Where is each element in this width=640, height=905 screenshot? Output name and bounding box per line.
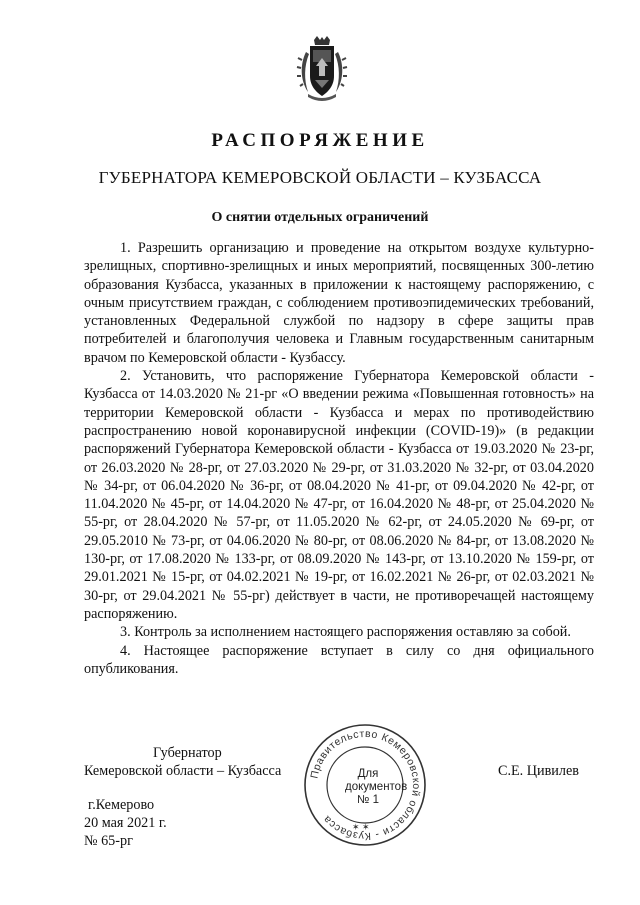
signatory-name: С.Е. Цивилев — [498, 763, 579, 779]
stamp-center-line2: документов — [345, 781, 408, 793]
issue-date: 20 мая 2021 г. — [84, 815, 167, 831]
svg-text:✶ ✶: ✶ ✶ — [352, 822, 370, 832]
kuzbass-coat-of-arms-icon — [296, 36, 348, 102]
document-number: № 65-рг — [84, 833, 133, 849]
stamp-center-line3: № 1 — [357, 794, 379, 806]
stamp-center-line1: Для — [357, 768, 379, 780]
stamp-ring-text: Правительство Кемеровской области - Кузбасса — [308, 727, 423, 843]
document-title: РАСПОРЯЖЕНИЕ — [211, 130, 429, 151]
stamp-center-text — [345, 768, 408, 807]
paragraph-2: 2. Установить, что распоряжение Губернатора Кемеровской области - Кузбасса от 14.03.2020 № 21-рг «О введении режима «Повышенная готовность» на территории Кемеровской области - Кузбасса и мерах по противодействию распространению новой коронавирусной инфекции (COVID-19)» (в редакции распоряжений Губернатора Кемеровской области - Кузбасса от 19.03.2020 № 23-рг, от 26.03.2020 № 28-рг, от 27.03.2020 № 29-рг, от 31.03.2020 № 32-рг, от 03.04.2020 № 34-рг, от 06.04.2020 № 36-рг, от 08.04.2020 № 41-рг, от 09.04.2020 № 42-рг, от 11.04.2020 № 45-рг, от 14.04.2020 № 47-рг, от 16.04.2020 № 48-рг, от 25.04.2020 № 55-рг, от 28.04.2020 № 57-рг, от 11.05.2020 № 62-рг, от 24.05.2020 № 69-рг, от 29.05.2010 № 73-рг, от 04.06.2020 № 80-рг, от 08.06.2020 № 84-рг, от 13.08.2020 № 130-рг, от 17.08.2020 № 133-рг, от 08.09.2020 № 143-рг, от 13.10.2020 № 159-рг, от 29.01.2021 № 15-рг, от 04.02.2021 № 19-рг, от 16.02.2021 № 26-рг, от 02.03.2021 № 30-рг, от 29.04.2021 № 55-рг) действует в части, не противоречащей настоящему распоряжению. — [84, 368, 594, 622]
issue-place: г.Кемерово — [88, 797, 155, 813]
signatory-position-line2: Кемеровской области – Кузбасса — [84, 763, 282, 779]
document-subject: О снятии отдельных ограничений — [211, 210, 429, 225]
issuer-line: ГУБЕРНАТОРА КЕМЕРОВСКОЙ ОБЛАСТИ – КУЗБАССА — [98, 168, 542, 187]
paragraph-4: 4. Настоящее распоряжение вступает в силу со дня официального опубликования. — [84, 642, 594, 677]
document-body — [84, 239, 594, 678]
paragraph-3: 3. Контроль за исполнением настоящего распоряжения оставляю за собой. — [120, 624, 571, 641]
signatory-position-line1: Губернатор — [153, 745, 222, 761]
paragraph-1: 1. Разрешить организацию и проведение на открытом воздухе культурно-зрелищных, спортивно-зрелищных и иных мероприятий, посвященных 300-летию образования Кузбасса, указанных в приложении к настоящему распоряжению, с очным присутствием граждан, с соблюдением противоэпидемических требований, установленных Федеральной службой по надзору в сфере защиты прав потребителей и благополучия человека и Главным государственным санитарным врачом по Кемеровской области - Кузбассу. — [84, 240, 594, 366]
